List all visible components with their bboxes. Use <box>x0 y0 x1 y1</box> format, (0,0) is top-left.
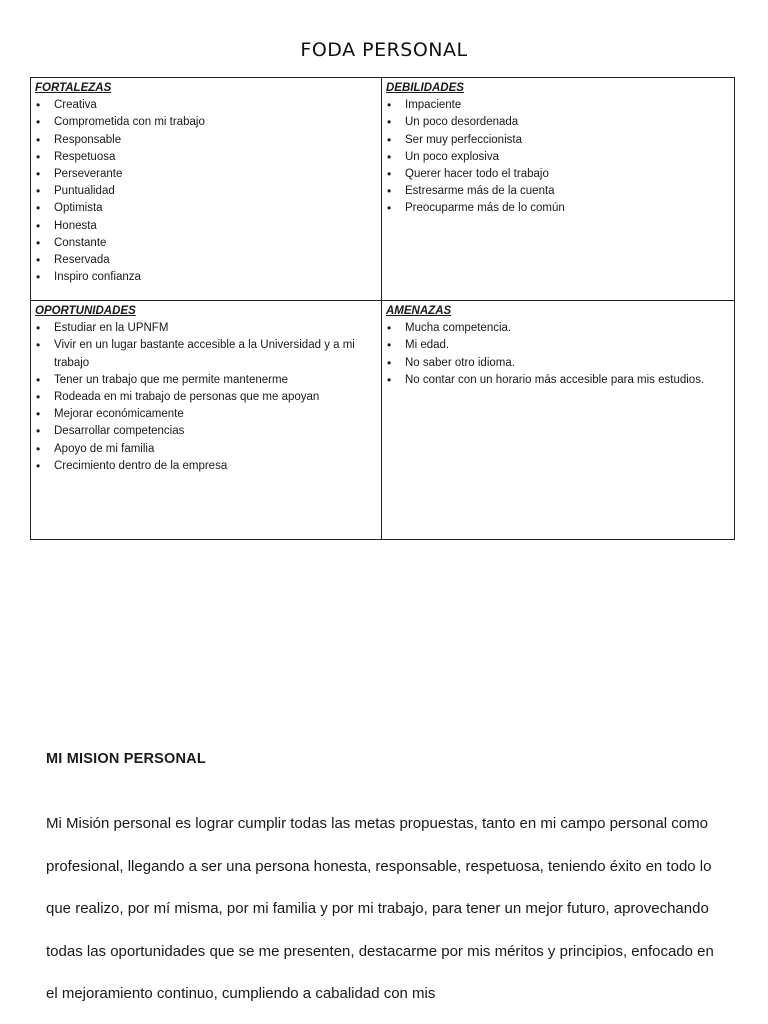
list-item: • Honesta <box>35 218 377 235</box>
list-item: • Mucha competencia. <box>386 320 730 337</box>
list-item: • Inspiro confianza <box>35 269 377 286</box>
list-item: • Preocuparme más de lo común <box>386 200 730 217</box>
debilidades-list <box>386 97 730 217</box>
list-item: • Respetuosa <box>35 149 377 166</box>
list-item: • Estresarme más de la cuenta <box>386 183 730 200</box>
oportunidades-cell <box>31 301 382 539</box>
list-item: • Un poco desordenada <box>386 114 730 131</box>
debilidades-heading: DEBILIDADES <box>386 82 464 94</box>
list-item: • Vivir en un lugar bastante accesible a la Universidad y a mi trabajo <box>35 337 377 371</box>
list-item: • Desarrollar competencias <box>35 423 377 440</box>
list-item: • Querer hacer todo el trabajo <box>386 166 730 183</box>
list-item: • Estudiar en la UPNFM <box>35 320 377 337</box>
list-item: • No saber otro idioma. <box>386 355 730 372</box>
mision-heading: MI MISION PERSONAL <box>46 751 206 767</box>
oportunidades-heading: OPORTUNIDADES <box>35 305 136 317</box>
list-item: • Comprometida con mi trabajo <box>35 114 377 131</box>
list-item: • Ser muy perfeccionista <box>386 132 730 149</box>
debilidades-cell <box>382 78 734 301</box>
fortalezas-list <box>35 97 377 286</box>
list-item: • Tener un trabajo que me permite mantenerme <box>35 372 377 389</box>
list-item: • Creativa <box>35 97 377 114</box>
list-item: • Rodeada en mi trabajo de personas que me apoyan <box>35 389 377 406</box>
list-item: • No contar con un horario más accesible para mis estudios. <box>386 372 730 389</box>
mision-paragraph: Mi Misión personal es lograr cumplir todas las metas propuestas, tanto en mi campo personal como profesional, llegando a ser una persona honesta, responsable, respetuosa, teniendo éxito en todo lo que realizo, por mí misma, por mi familia y por mi trabajo, para tener un mejor futuro, aprovechando todas las oportunidades que se me presenten, destacarme por mis méritos y principios, enfocado en el mejoramiento continuo, cumpliendo a cabalidad con mis <box>46 815 714 1002</box>
list-item: • Un poco explosiva <box>386 149 730 166</box>
list-item: • Perseverante <box>35 166 377 183</box>
list-item: • Mi edad. <box>386 337 730 354</box>
list-item: • Reservada <box>35 252 377 269</box>
list-item: • Responsable <box>35 132 377 149</box>
fortalezas-cell <box>31 78 382 301</box>
list-item: • Apoyo de mi familia <box>35 441 377 458</box>
list-item: • Puntualidad <box>35 183 377 200</box>
amenazas-list <box>386 320 730 389</box>
list-item: • Constante <box>35 235 377 252</box>
list-item: • Optimista <box>35 200 377 217</box>
foda-table <box>30 77 735 540</box>
list-item: • Mejorar económicamente <box>35 406 377 423</box>
page-title: FODA PERSONAL <box>300 39 468 61</box>
list-item: • Impaciente <box>386 97 730 114</box>
fortalezas-heading: FORTALEZAS <box>35 82 112 94</box>
oportunidades-list <box>35 320 377 475</box>
amenazas-cell <box>382 301 734 539</box>
list-item: • Crecimiento dentro de la empresa <box>35 458 377 475</box>
amenazas-heading: AMENAZAS <box>386 305 452 317</box>
